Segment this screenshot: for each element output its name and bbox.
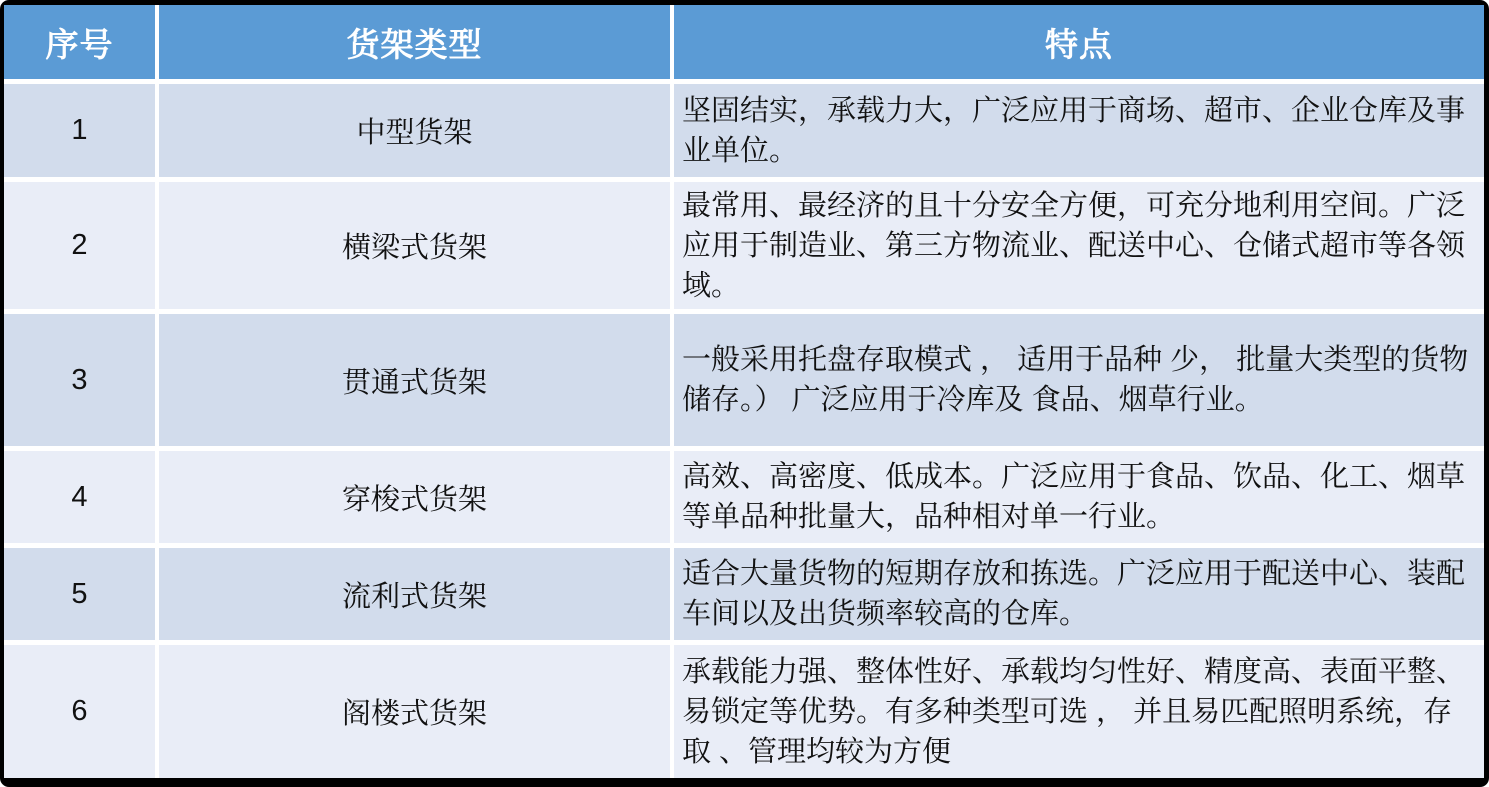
row-5-type: 流利式货架	[159, 548, 670, 640]
row-4-no: 4	[4, 451, 155, 543]
row-3-type: 贯通式货架	[159, 314, 670, 446]
row-5-features: 适合大量货物的短期存放和拣选。广泛应用于配送中心、装配车间以及出货频率较高的仓库。	[674, 548, 1484, 640]
row-2-features: 最常用、最经济的且十分安全方便，可充分地利用空间。广泛应用于制造业、第三方物流业、配送中心、仓储式超市等各领域。	[674, 182, 1484, 309]
row-1-features: 坚固结实，承载力大，广泛应用于商场、超市、企业仓库及事业单位。	[674, 84, 1484, 177]
row-4-features: 高效、高密度、低成本。广泛应用于食品、饮品、化工、烟草等单品种批量大，品种相对单一行业。	[674, 451, 1484, 543]
row-3-no: 3	[4, 314, 155, 446]
header-no: 序号	[4, 5, 155, 79]
row-2-type: 横梁式货架	[159, 182, 670, 309]
header-shelf-type: 货架类型	[159, 5, 670, 79]
row-6-features: 承载能力强、整体性好、承载均匀性好、精度高、表面平整、易锁定等优势。有多种类型可选 ， 并且易匹配照明系统，存取 、管理均较为方便	[674, 645, 1484, 778]
row-6-no: 6	[4, 645, 155, 778]
row-5-no: 5	[4, 548, 155, 640]
row-1-type: 中型货架	[159, 84, 670, 177]
header-features: 特点	[674, 5, 1484, 79]
row-2-no: 2	[4, 182, 155, 309]
row-1-no: 1	[4, 84, 155, 177]
row-3-features: 一般采用托盘存取模式 ， 适用于品种 少， 批量大类型的货物储存。） 广泛应用于冷库及 食品、烟草行业。	[674, 314, 1484, 446]
shelf-types-table	[4, 5, 1484, 778]
row-4-type: 穿梭式货架	[159, 451, 670, 543]
row-6-type: 阁楼式货架	[159, 645, 670, 778]
